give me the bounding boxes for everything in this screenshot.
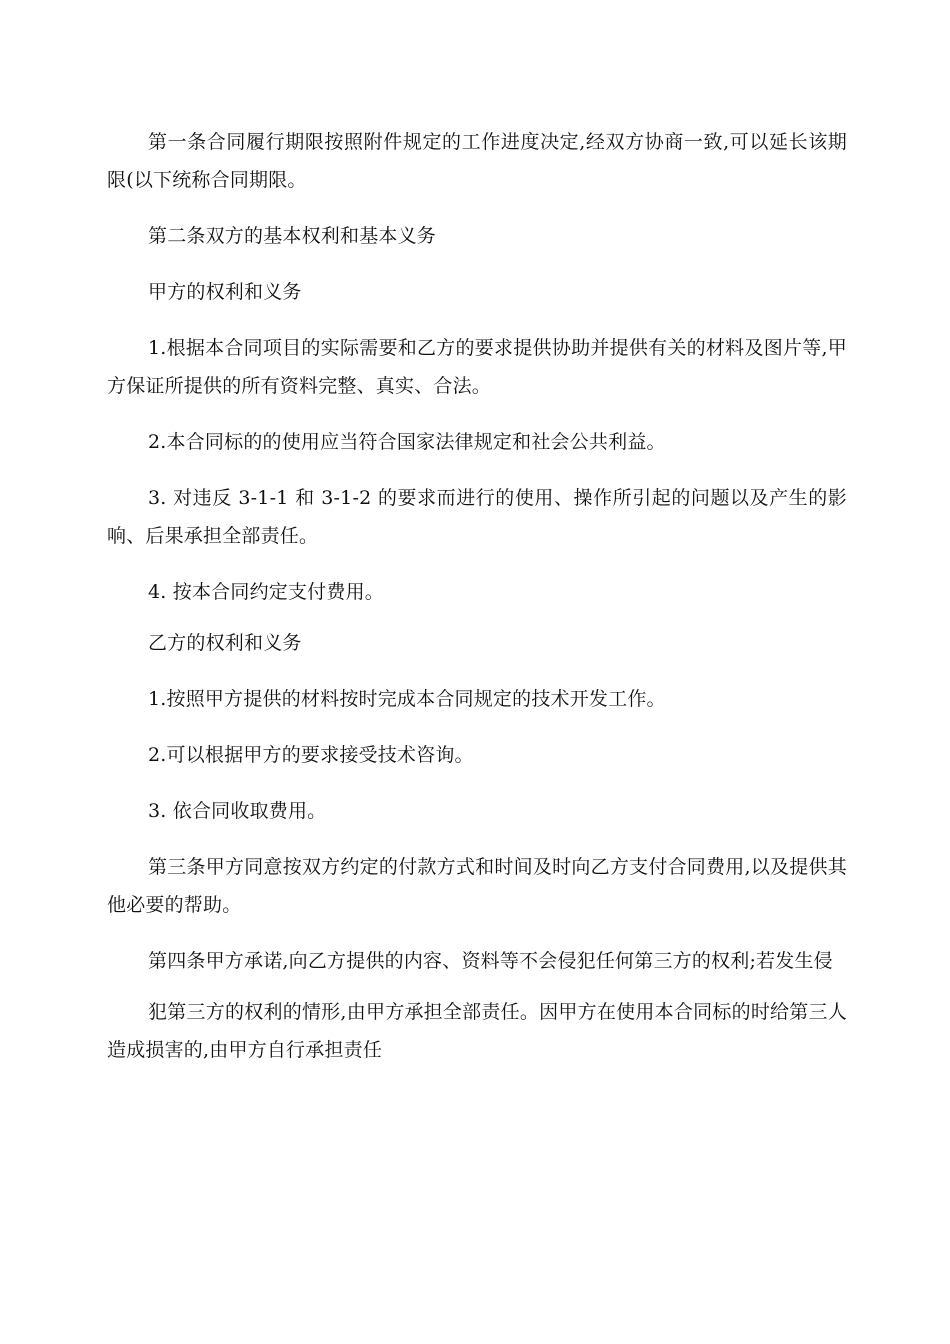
party-a-item-2: 2.本合同标的的使用应当符合国家法律规定和社会公共利益。	[148, 431, 666, 453]
party-b-item-2: 2.可以根据甲方的要求接受技术咨询。	[148, 744, 474, 766]
party-a-heading: 甲方的权利和义务	[148, 281, 302, 303]
party-a-item-4: 4. 按本合同约定支付费用。	[148, 581, 384, 603]
party-b-item-3: 3. 依合同收取费用。	[148, 800, 327, 822]
document-body	[107, 123, 847, 1087]
article-4-continuation: 犯第三方的权利的情形,由甲方承担全部责任。因甲方在使用本合同标的时给第三人造成损害的,由甲方自行承担责任	[107, 1001, 847, 1061]
party-b-item-1: 1.按照甲方提供的材料按时完成本合同规定的技术开发工作。	[148, 688, 666, 710]
article-4-paragraph: 第四条甲方承诺,向乙方提供的内容、资料等不会侵犯任何第三方的权利;若发生侵	[148, 950, 833, 972]
party-a-item-3: 3. 对违反 3-1-1 和 3-1-2 的要求而进行的使用、操作所引起的问题以及产生的影响、后果承担全部责任。	[107, 487, 847, 547]
party-a-item-1: 1.根据本合同项目的实际需要和乙方的要求提供协助并提供有关的材料及图片等,甲方保证所提供的所有资料完整、真实、合法。	[107, 337, 847, 397]
article-3-paragraph: 第三条甲方同意按双方约定的付款方式和时间及时向乙方支付合同费用,以及提供其他必要的帮助。	[107, 856, 847, 916]
article-2-heading: 第二条双方的基本权利和基本义务	[148, 225, 437, 247]
party-b-heading: 乙方的权利和义务	[148, 632, 302, 654]
article-1-paragraph: 第一条合同履行期限按照附件规定的工作进度决定,经双方协商一致,可以延长该期限(以下统称合同期限。	[107, 131, 847, 191]
